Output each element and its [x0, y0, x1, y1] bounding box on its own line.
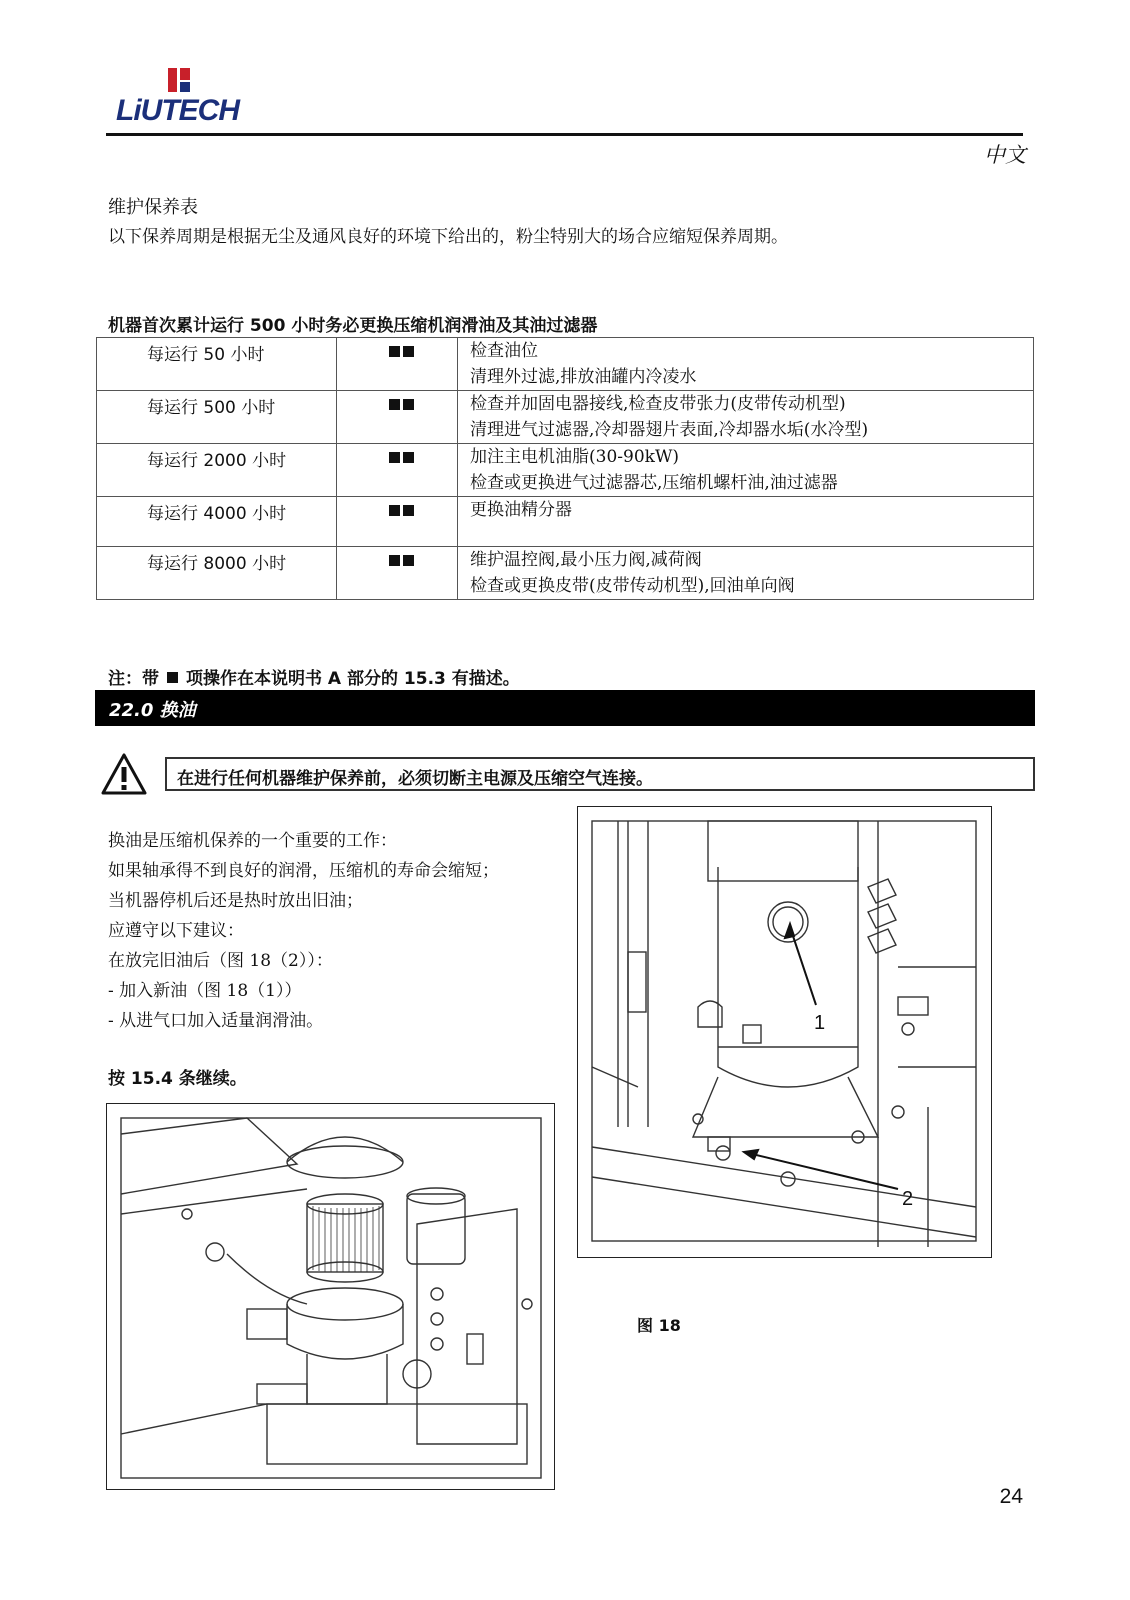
task-line: 检查或更换进气过滤器芯,压缩机螺杆油,油过滤器	[470, 473, 838, 493]
oil-tank-drawing	[578, 807, 990, 1256]
warning-triangle-icon	[100, 752, 148, 796]
section-title: 22.0 换油	[109, 700, 196, 721]
task-cell	[458, 547, 1034, 600]
figure-caption: 图 18	[637, 1316, 681, 1335]
table-row	[97, 338, 1034, 391]
task-line: 检查油位	[470, 341, 538, 361]
note-text	[108, 664, 520, 689]
instruction-line: - 加入新油（图 18（1））	[108, 981, 302, 1001]
figure-filter-assembly	[106, 1103, 555, 1490]
instruction-line: 当机器停机后还是热时放出旧油；	[108, 891, 363, 911]
page-number: 24	[999, 1485, 1023, 1508]
figure-18-oil-tank	[577, 806, 992, 1258]
warning-box	[165, 757, 1035, 791]
schedule-title: 机器首次累计运行 500 小时务必更换压缩机润滑油及其油过滤器	[108, 316, 598, 336]
square-marker-icon	[389, 555, 400, 566]
table-row	[97, 547, 1034, 600]
marker-cell	[337, 444, 458, 497]
marker-cell	[337, 547, 458, 600]
task-cell	[458, 338, 1034, 391]
task-line: 检查并加固电器接线,检查皮带张力(皮带传动机型)	[470, 394, 846, 414]
square-marker-icon	[389, 346, 400, 357]
task-line: 清理进气过滤器,冷却器翅片表面,冷却器水垢(水冷型)	[470, 420, 869, 440]
square-marker-icon	[389, 452, 400, 463]
interval-cell: 每运行 8000 小时	[97, 547, 337, 600]
company-logo	[112, 66, 244, 128]
square-marker-icon	[403, 452, 414, 463]
intro-text: 以下保养周期是根据无尘及通风良好的环境下给出的，粉尘特别大的场合应缩短保养周期。	[108, 227, 788, 247]
interval-cell: 每运行 2000 小时	[97, 444, 337, 497]
task-cell	[458, 391, 1034, 444]
square-marker-icon	[403, 555, 414, 566]
marker-cell	[337, 338, 458, 391]
square-marker-icon	[389, 399, 400, 410]
task-cell	[458, 444, 1034, 497]
square-marker-icon	[403, 505, 414, 516]
callout-2: 2	[902, 1188, 914, 1210]
task-cell	[458, 497, 1034, 547]
table-row	[97, 391, 1034, 444]
logo-text: LiUTECH	[116, 94, 239, 127]
square-marker-icon	[403, 399, 414, 410]
square-marker-icon	[403, 346, 414, 357]
section-header-bar	[95, 690, 1035, 726]
marker-cell	[337, 497, 458, 547]
note-suffix: 项操作在本说明书 A 部分的 15.3 有描述。	[186, 669, 520, 689]
maintenance-schedule-table	[96, 337, 1034, 600]
instruction-line: 换油是压缩机保养的一个重要的工作：	[108, 831, 397, 851]
marker-cell	[337, 391, 458, 444]
instruction-line: - 从进气口加入适量润滑油。	[108, 1011, 324, 1031]
interval-cell: 每运行 4000 小时	[97, 497, 337, 547]
logo-mark-icon	[164, 66, 204, 96]
header-rule	[106, 133, 1023, 136]
task-line: 加注主电机油脂(30-90kW)	[470, 447, 680, 467]
table-row	[97, 497, 1034, 547]
task-line: 维护温控阀,最小压力阀,减荷阀	[470, 550, 702, 570]
task-line: 更换油精分器	[470, 500, 572, 520]
instruction-line: 在放完旧油后（图 18（2））：	[108, 951, 333, 971]
filter-assembly-drawing	[107, 1104, 553, 1488]
warning-text: 在进行任何机器维护保养前，必须切断主电源及压缩空气连接。	[177, 769, 653, 789]
maintenance-heading: 维护保养表	[108, 197, 198, 218]
task-line: 检查或更换皮带(皮带传动机型),回油单向阀	[470, 576, 795, 596]
oil-change-instructions	[108, 826, 499, 1036]
continue-text: 按 15.4 条继续。	[108, 1069, 247, 1089]
square-marker-icon	[167, 672, 178, 683]
table-row	[97, 444, 1034, 497]
language-label: 中文	[984, 143, 1026, 167]
interval-cell: 每运行 50 小时	[97, 338, 337, 391]
note-prefix: 注：带	[108, 669, 159, 689]
interval-cell: 每运行 500 小时	[97, 391, 337, 444]
instruction-line: 应遵守以下建议：	[108, 921, 244, 941]
task-line: 清理外过滤,排放油罐内冷凌水	[470, 367, 697, 387]
instruction-line: 如果轴承得不到良好的润滑，压缩机的寿命会缩短；	[108, 861, 499, 881]
square-marker-icon	[389, 505, 400, 516]
callout-1: 1	[814, 1012, 826, 1034]
